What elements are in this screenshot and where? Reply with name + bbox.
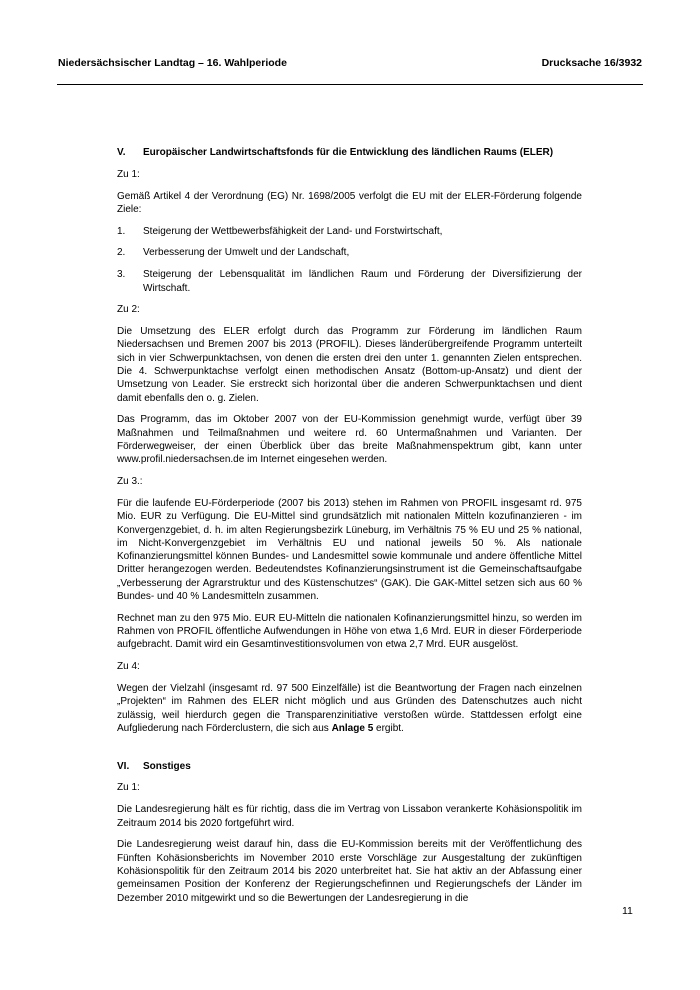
paragraph-text: ergibt. — [373, 722, 404, 734]
page-number: 11 — [622, 905, 633, 917]
goals-list — [117, 225, 582, 295]
document-body — [117, 146, 582, 913]
list-item-number: 3. — [117, 269, 126, 281]
page-header — [58, 57, 642, 69]
list-item-number: 2. — [117, 247, 126, 259]
paragraph: Die Landesregierung weist darauf hin, dass die EU-Kommission bereits mit der Veröffentlichung des Fünften Kohäsionsberichts im November 2010 erste Vorschläge zur Ausgestaltung der zukünftigen Kohäsionspolitik für den Zeitraum 2014 bis 2020 unterbreitet hat. Sie hat aktiv an der Abfassung einer gemeinsamen Position der Konferenz der Regierungschefinnen und Regierungschefs der Länder im Dezember 2010 mitgewirkt und so die Bewertungen der Landesregierung in die — [117, 839, 582, 904]
list-item-text: Steigerung der Wettbewerbsfähigkeit der Land- und Forstwirtschaft, — [143, 225, 443, 237]
paragraph: Gemäß Artikel 4 der Verordnung (EG) Nr. 1698/2005 verfolgt die EU mit der ELER-Förderung folgende Ziele: — [117, 190, 582, 215]
section-heading-v — [117, 146, 582, 159]
question-label: Zu 3.: — [117, 476, 143, 488]
paragraph: Die Landesregierung hält es für richtig, dass die im Vertrag von Lissabon verankerte Kohäsionspolitik im Zeitraum 2014 bis 2020 fortgeführt wird. — [117, 804, 582, 829]
question-label: Zu 1: — [117, 782, 140, 794]
paragraph: Für die laufende EU-Förderperiode (2007 bis 2013) stehen im Rahmen von PROFIL insgesamt rd. 975 Mio. EUR zu Verfügung. Die EU-Mittel sind grundsätzlich mit nationalen Mitteln kozufinanzieren - im Konvergenzgebiet, d. h. im alten Regierungsbezirk Lüneburg, im Verhältnis 75 % EU und 25 % national, im Nicht-Konvergenzgebiet im Verhältnis EU und national jeweils 50 %. Als nationale Kofinanzierungsmittel können Bundes- und Landesmittel sowie kommunale und andere öffentliche Mittel Dritter herangezogen werden. Bedeutendstes Kofinanzierungsinstrument ist die Gemeinschaftsaufgabe „Verbesserung der Agrarstruktur und des Küstenschutzes“ (GAK). Die GAK-Mittel setzen sich aus 60 % Bundes- und 40 % Landesmitteln zusammen. — [117, 497, 582, 603]
question-label: Zu 2: — [117, 304, 140, 316]
document-number: Drucksache 16/3932 — [541, 57, 642, 69]
list-item-number: 1. — [117, 225, 126, 237]
section-title: Europäischer Landwirtschaftsfonds für die Entwicklung des ländlichen Raums (ELER) — [143, 147, 554, 158]
section-title: Sonstiges — [143, 760, 191, 772]
list-item-text: Verbesserung der Umwelt und der Landschaft, — [143, 247, 350, 259]
question-label: Zu 4: — [117, 661, 140, 673]
paragraph — [117, 682, 582, 735]
annex-reference: Anlage 5 — [331, 722, 374, 734]
paragraph: Das Programm, das im Oktober 2007 von der EU-Kommission genehmigt wurde, verfügt über 39 Maßnahmen und Teilmaßnahmen und weitere rd. 60 Untermaßnahmen und Varianten. Der Förderwegweiser, der einen Überblick über das breite Maßnahmenspektrum gibt, kann unter www.profil.niedersachsen.de im Internet eingesehen werden. — [117, 414, 582, 466]
list-item — [117, 246, 582, 259]
section-number: V. — [117, 147, 126, 158]
list-item — [117, 225, 582, 238]
list-item — [117, 268, 582, 295]
header-divider — [57, 84, 643, 85]
section-heading-vi — [117, 760, 582, 773]
header-title: Niedersächsischer Landtag – 16. Wahlperiode — [58, 57, 287, 69]
paragraph: Rechnet man zu den 975 Mio. EUR EU-Mitteln die nationalen Kofinanzierungsmittel hinzu, so werden im Rahmen von PROFIL öffentliche Aufwendungen in Höhe von etwa 1,6 Mrd. EUR in dieser Förderperiode aufgebracht. Damit wird ein Gesamtinvestitionsvolumen von etwa 2,7 Mrd. EUR ausgelöst. — [117, 612, 582, 651]
list-item-text: Steigerung der Lebensqualität im ländlichen Raum und Förderung der Diversifizierung der Wirtschaft. — [143, 269, 582, 294]
question-label: Zu 1: — [117, 168, 140, 180]
section-number: VI. — [117, 760, 130, 772]
paragraph: Die Umsetzung des ELER erfolgt durch das Programm zur Förderung im ländlichen Raum Niedersachsen und Bremen 2007 bis 2013 (PROFIL). Dieses länderübergreifende Programm unterteilt sich in vier Schwerpunktachsen, von denen die ersten drei den unter 1. genannten Zielen entsprechen. Die 4. Schwerpunktachse verfolgt einen methodischen Ansatz (Bottom-up-Ansatz) und dient der Umsetzung von Leader. Sie erstreckt sich horizontal über die anderen Schwerpunktachsen und dient damit ebenfalls den o. g. Zielen. — [117, 326, 582, 404]
paragraph-text: Wegen der Vielzahl (insgesamt rd. 97 500 Einzelfälle) ist die Beantwortung der Fragen nach einzelnen „Projekten“ im Rahmen des ELER nicht möglich und aus Gründen des Datenschutzes auch nicht zulässig, weil hierdurch gegen die Transparenzinitiative verstoßen würde. Stattdessen erfolgt eine Aufgliederung nach Förderclustern, die sich aus — [117, 683, 582, 734]
